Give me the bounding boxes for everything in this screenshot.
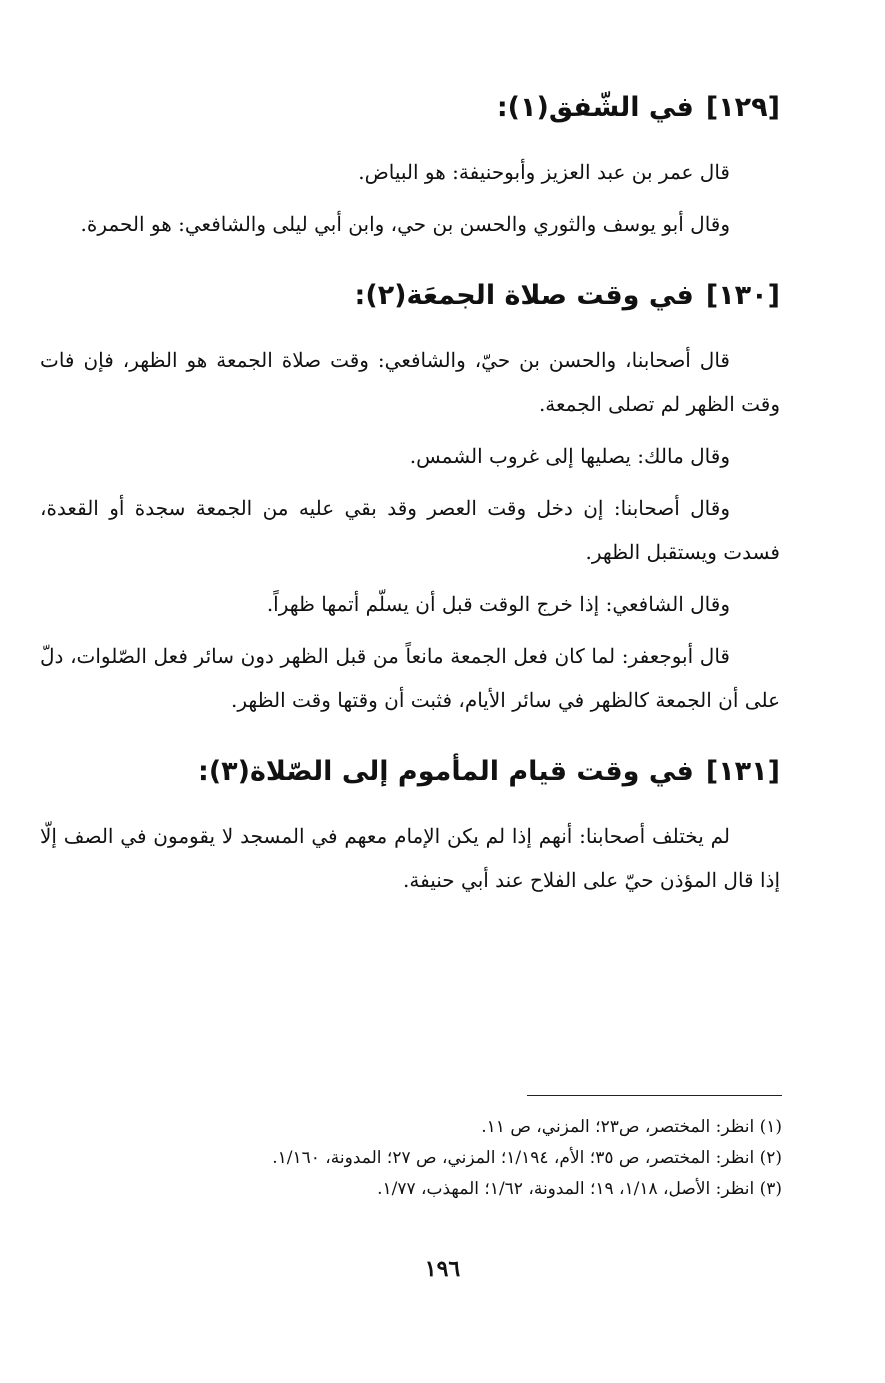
section-title: في وقت صلاة الجمعَة(٢): bbox=[354, 280, 694, 311]
section-131 bbox=[40, 752, 780, 902]
page-body bbox=[40, 88, 780, 932]
section-number: [١٢٩] bbox=[705, 92, 780, 123]
paragraph: قال أصحابنا، والحسن بن حيّ، والشافعي: وقت صلاة الجمعة هو الظهر، فإن فات وقت الظهر لم تصلى الجمعة. bbox=[40, 348, 780, 416]
footnotes bbox=[82, 1112, 782, 1205]
section-130 bbox=[40, 276, 780, 722]
paragraph: قال أبوجعفر: لما كان فعل الجمعة مانعاً من قبل الظهر دون سائر فعل الصّلوات، دلّ على أن الجمعة كالظهر في سائر الأيام، فثبت أن وقتها وقت الظهر. bbox=[40, 644, 780, 712]
paragraph: وقال أبو يوسف والثوري والحسن بن حي، وابن أبي ليلى والشافعي: هو الحمرة. bbox=[80, 212, 730, 236]
footnote-divider bbox=[527, 1095, 782, 1096]
section-title: في وقت قيام المأموم إلى الصّلاة(٣): bbox=[198, 756, 694, 787]
section-heading bbox=[40, 752, 780, 792]
paragraph: لم يختلف أصحابنا: أنهم إذا لم يكن الإمام معهم في المسجد لا يقومون في الصف إلّا إذا قال المؤذن حيّ على الفلاح عند أبي حنيفة. bbox=[40, 824, 780, 892]
paragraph: قال عمر بن عبد العزيز وأبوحنيفة: هو البياض. bbox=[358, 160, 730, 184]
section-title: في الشّفق(١): bbox=[496, 92, 694, 123]
section-number: [١٣١] bbox=[705, 756, 780, 787]
section-number: [١٣٠] bbox=[705, 280, 780, 311]
footnote-1: (١) انظر: المختصر، ص٢٣؛ المزني، ص ١١. bbox=[481, 1117, 782, 1137]
paragraph: وقال أصحابنا: إن دخل وقت العصر وقد بقي عليه من الجمعة سجدة أو القعدة، فسدت ويستقبل الظهر. bbox=[40, 496, 780, 564]
section-heading bbox=[40, 88, 780, 128]
section-heading bbox=[40, 276, 780, 316]
footnote-3: (٣) انظر: الأصل، ١/١٨، ١٩؛ المدونة، ١/٦٢؛ المهذب، ١/٧٧. bbox=[377, 1179, 782, 1199]
section-129 bbox=[40, 88, 780, 246]
footnote-2: (٢) انظر: المختصر، ص ٣٥؛ الأم، ١/١٩٤؛ المزني، ص ٢٧؛ المدونة، ١/١٦٠. bbox=[272, 1148, 782, 1168]
paragraph: وقال مالك: يصليها إلى غروب الشمس. bbox=[409, 444, 730, 468]
page-number: ١٩٦ bbox=[424, 1256, 461, 1282]
paragraph: وقال الشافعي: إذا خرج الوقت قبل أن يسلّم أتمها ظهراً. bbox=[266, 592, 730, 616]
